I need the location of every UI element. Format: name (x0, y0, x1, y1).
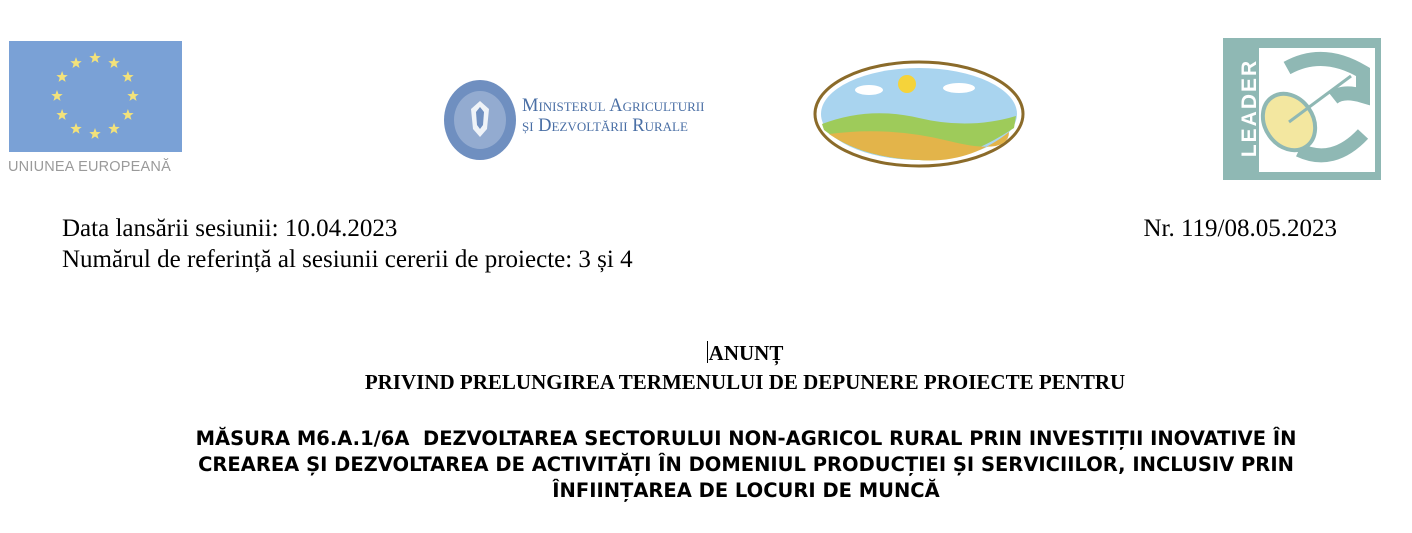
eu-star-icon (89, 52, 100, 63)
measure-line-2: CREAREA ȘI DEZVOLTAREA DE ACTIVITĂȚI ÎN DOMENIUL PRODUCȚIEI ȘI SERVICIILOR, INCLUSIV PRIN (198, 453, 1294, 476)
session-reference: Numărul de referință al sesiunii cererii de proiecte: 3 și 4 (62, 246, 633, 273)
announcement-title-text: ANUNȚ (708, 341, 784, 365)
eu-star-icon (89, 128, 100, 139)
eu-star-icon (122, 109, 133, 120)
announcement-title (0, 341, 1412, 366)
gal-codrii-de-arama-logo (809, 46, 1029, 176)
eu-flag-logo (9, 41, 182, 152)
ministry-line-2: și Dezvoltării Rurale (522, 116, 688, 136)
measure-line-1: MĂSURA M6.A.1/6A DEZVOLTAREA SECTORULUI NON-AGRICOL RURAL PRIN INVESTIȚII INOVATIVE ÎN (195, 427, 1297, 450)
government-seal-logo (443, 79, 517, 161)
ministry-name (522, 96, 704, 136)
eu-caption: UNIUNEA EUROPEANĂ (8, 159, 171, 175)
document-number: Nr. 119/08.05.2023 (1143, 215, 1337, 242)
eu-star-icon (51, 90, 62, 101)
eu-star-icon (108, 123, 119, 134)
measure-line-3: ÎNFIINȚAREA DE LOCURI DE MUNCĂ (552, 479, 940, 502)
eu-star-icon (122, 71, 133, 82)
eu-star-icon (56, 109, 67, 120)
leader-label: LEADER (1238, 58, 1262, 158)
eu-star-icon (56, 71, 67, 82)
eu-stars-icon (9, 41, 182, 152)
text-cursor (707, 341, 708, 363)
measure-title (96, 426, 1396, 504)
announcement-subtitle: PRIVIND PRELUNGIREA TERMENULUI DE DEPUNERE PROIECTE PENTRU (364, 370, 1126, 394)
leader-logo (1223, 38, 1381, 180)
ministry-line-1: Ministerul Agriculturii (522, 96, 705, 116)
eu-star-icon (127, 90, 138, 101)
launch-date: Data lansării sesiunii: 10.04.2023 (62, 215, 398, 242)
eu-star-icon (108, 57, 119, 68)
eu-star-icon (70, 123, 81, 134)
eu-star-icon (70, 57, 81, 68)
